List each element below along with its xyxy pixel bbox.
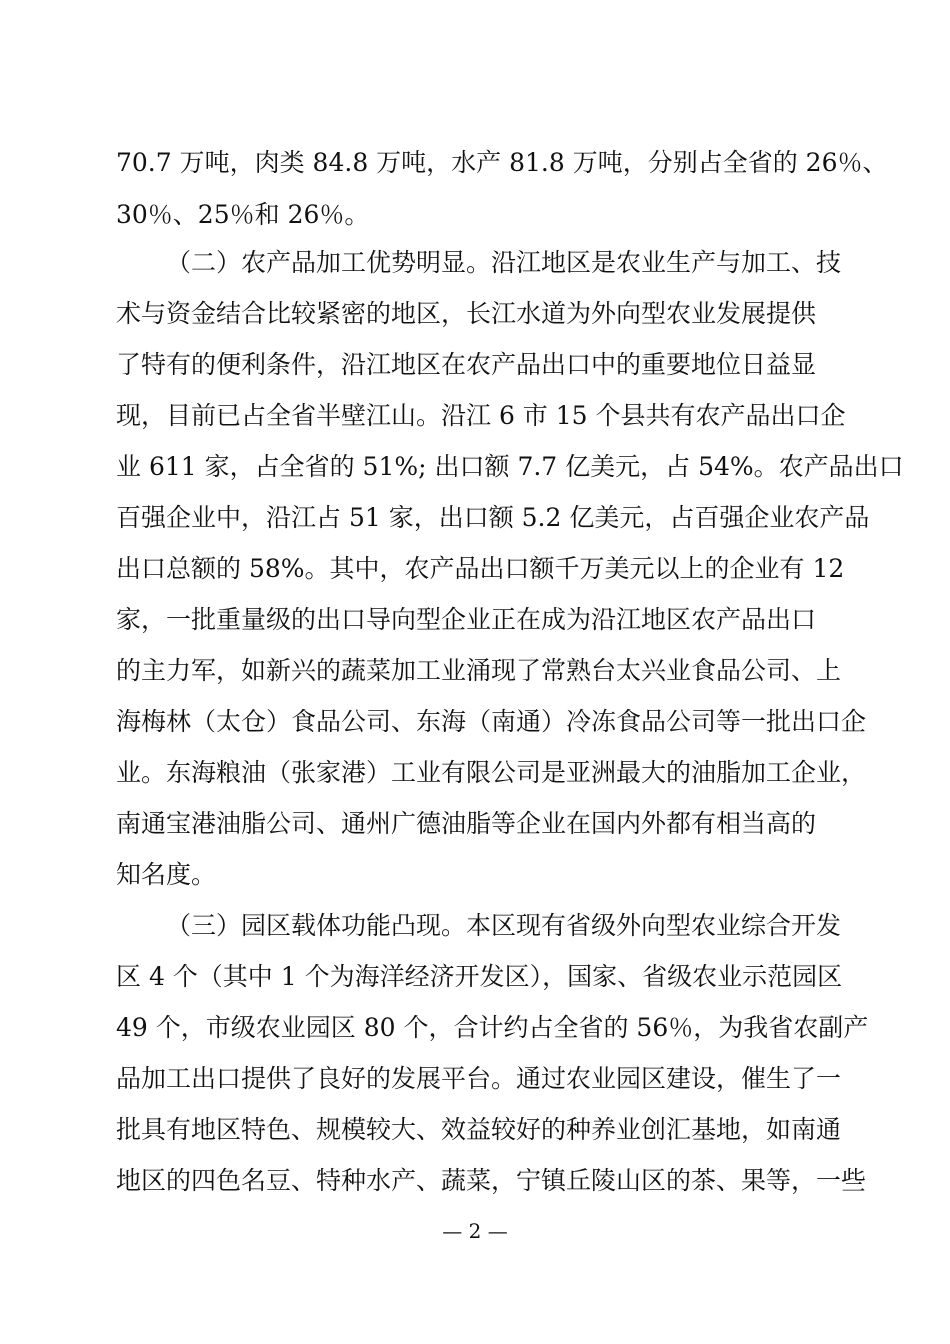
text-line-21: 地区的四色名豆、特种水产、蔬菜，宁镇丘陵山区的茶、果等，一些: [116, 1166, 867, 1195]
text-line-15: 知名度。: [116, 860, 217, 889]
section-two-heading-line: （二）农产品加工优势明显。沿江地区是农业生产与加工、技: [166, 248, 842, 277]
text-line-12: 海梅林（太仓）食品公司、东海（南通）冷冻食品公司等一批出口企: [116, 707, 867, 736]
text-line-7: 业 611 家，占全省的 51%; 出口额 7.7 亿美元，占 54%。农产品出口: [116, 452, 904, 481]
text-line-2: 30％、25％和 26％。: [116, 200, 370, 229]
text-line-11: 的主力军，如新兴的蔬菜加工业涌现了常熟台太兴业食品公司、上: [116, 656, 842, 685]
section-three-heading-line: （三）园区载体功能凸现。本区现有省级外向型农业综合开发: [166, 911, 842, 940]
text-line-20: 批具有地区特色、规模较大、效益较好的种养业创汇基地，如南通: [116, 1115, 842, 1144]
text-line-10: 家，一批重量级的出口导向型企业正在成为沿江地区农产品出口: [116, 605, 817, 634]
text-line-14: 南通宝港油脂公司、通州广德油脂等企业在国内外都有相当高的: [116, 809, 817, 838]
text-line-19: 品加工出口提供了良好的发展平台。通过农业园区建设，催生了一: [116, 1064, 842, 1093]
text-line-18: 49 个，市级农业园区 80 个，合计约占全省的 56％，为我省农副产: [116, 1013, 869, 1042]
text-line-4: 术与资金结合比较紧密的地区，长江水道为外向型农业发展提供: [116, 299, 817, 328]
text-line-1: 70.7 万吨，肉类 84.8 万吨，水产 81.8 万吨，分别占全省的 26％、: [116, 148, 888, 177]
text-line-8: 百强企业中，沿江占 51 家，出口额 5.2 亿美元，占百强企业农产品: [116, 503, 870, 532]
text-line-6: 现，目前已占全省半壁江山。沿江 6 市 15 个县共有农产品出口企: [116, 401, 846, 430]
page-number: — 2 —: [442, 1219, 508, 1243]
text-line-9: 出口总额的 58%。其中，农产品出口额千万美元以上的企业有 12: [116, 554, 845, 583]
text-line-17: 区 4 个（其中 1 个为海洋经济开发区），国家、省级农业示范园区: [116, 962, 843, 991]
text-line-13: 业。东海粮油（张家港）工业有限公司是亚洲最大的油脂加工企业，: [116, 758, 867, 787]
text-line-5: 了特有的便利条件，沿江地区在农产品出口中的重要地位日益显: [116, 350, 817, 379]
